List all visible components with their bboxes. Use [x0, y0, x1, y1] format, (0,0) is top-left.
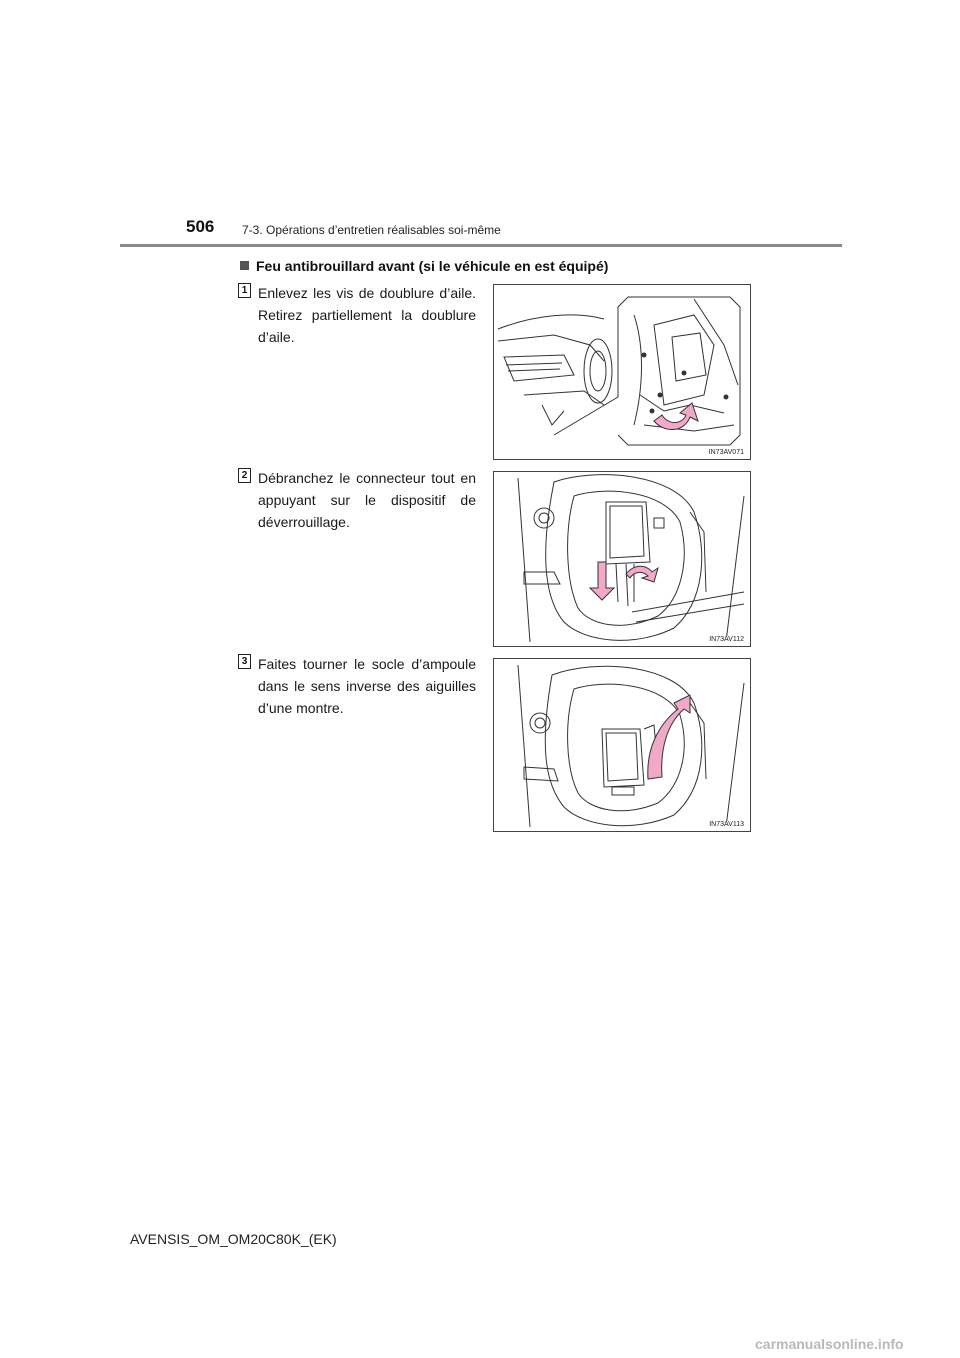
step-text-2: Débranchez le connecteur tout en appuyant sur le dispositif de déverrouillage.	[258, 470, 476, 530]
footer-document-code: AVENSIS_OM_OM20C80K_(EK)	[130, 1231, 337, 1247]
watermark: carmanualsonline.info	[755, 1336, 904, 1352]
step-number-2: 2	[238, 468, 251, 483]
fender-liner-screws-diagram-icon	[494, 285, 750, 459]
section-title-text: Feu antibrouillard avant (si le véhicule en est équipé)	[256, 258, 609, 274]
section-header: 7-3. Opérations d’entretien réalisables soi-même	[242, 223, 501, 237]
figure-1	[493, 284, 751, 460]
figure-code-2: IN73AV112	[709, 636, 744, 643]
step-number-1: 1	[238, 283, 251, 298]
square-bullet-icon	[240, 261, 249, 270]
step-number-3: 3	[238, 654, 251, 669]
figure-2	[493, 471, 751, 647]
connector-release-diagram-icon	[494, 472, 750, 646]
step-text-1: Enlevez les vis de doublure d’aile. Retirez partiellement la doublure d’aile.	[258, 285, 476, 345]
bulb-socket-rotation-diagram-icon	[494, 659, 750, 831]
figure-code-1: IN73AV071	[708, 449, 744, 456]
header-rule	[120, 244, 842, 247]
step-text-3: Faites tourner le socle d’ampoule dans le sens inverse des aiguilles d’une montre.	[258, 656, 476, 716]
figure-code-3: IN73AV113	[709, 821, 744, 828]
figure-3	[493, 658, 751, 832]
page-number: 506	[186, 217, 215, 236]
section-title	[240, 258, 608, 274]
